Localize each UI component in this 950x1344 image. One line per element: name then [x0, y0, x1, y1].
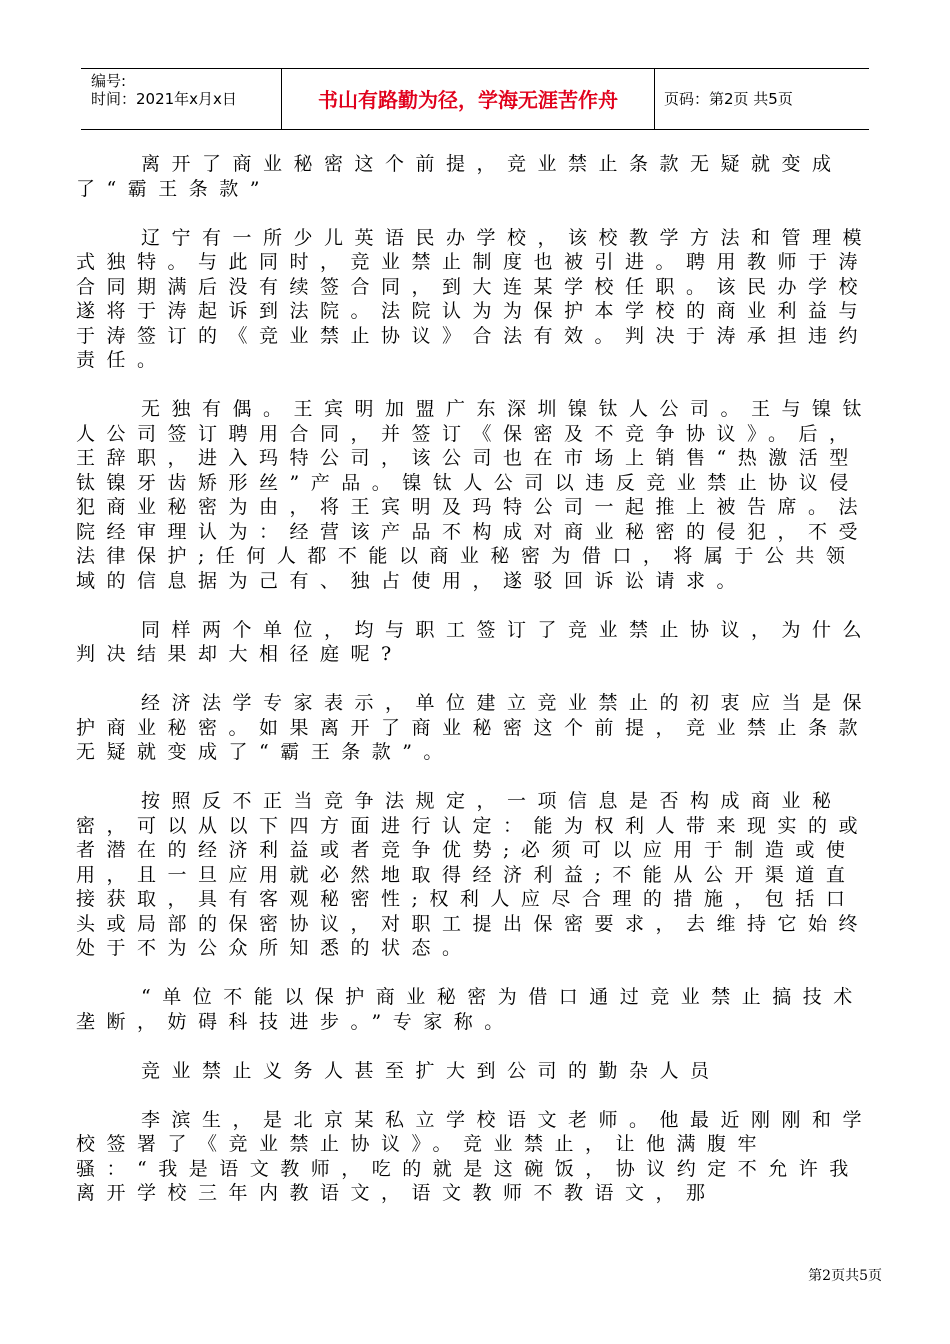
page-header: [81, 68, 869, 130]
header-motto-cell: [281, 69, 655, 129]
header-meta-cell: [81, 69, 281, 129]
paragraph-5: 经济法学专家表示，单位建立竞业禁止的初衷应当是保护商业秘密。如果离开了商业秘密这个前提，竞业禁止条款无疑就变成了“霸王条款”。: [76, 692, 874, 763]
paragraph-1: 离开了商业秘密这个前提，竞业禁止条款无疑就变成了“霸王条款”: [76, 153, 843, 200]
page-footer-number: 第2页共5页: [808, 1268, 882, 1284]
paragraph-6: 按照反不正当竞争法规定，一项信息是否构成商业秘密，可以从以下四方面进行认定：能为权利人带来现实的或者潜在的经济利益或者竞争优势;必须可以应用于制造或使用，且一旦应用就必然地取得经济利益;不能从公开渠道直接获取，具有客观秘密性;权利人应尽合理的措施，包括口头或局部的保密协议，对职工提出保密要求，去维持它始终处于不为公众所知悉的状态。: [76, 790, 870, 959]
paragraph-4: 同样两个单位，均与职工签订了竞业禁止协议，为什么判决结果却大相径庭呢?: [76, 618, 874, 665]
document-body: [76, 152, 876, 1206]
header-motto: 书山有路勤为径，学海无涯苦作舟: [318, 88, 618, 112]
paragraph-2: 辽宁有一所少儿英语民办学校，该校教学方法和管理模式独特。与此同时，竞业禁止制度也被引进。聘用教师于涛合同期满后没有续签合同，到大连某学校任职。该民办学校遂将于涛起诉到法院。法院认为为保护本学校的商业利益与于涛签订的《竞业禁止协议》合法有效。判决于涛承担违约责任。: [76, 226, 874, 371]
paragraph-8: 李滨生，是北京某私立学校语文老师。他最近刚刚和学校签署了《竞业禁止协议》。竞业禁止，让他满腹牢骚：“我是语文教师，吃的就是这碗饭，协议约定不允许我离开学校三年内教语文，语文教师不教语文，那: [76, 1108, 874, 1204]
document-number-label: 编号:: [91, 72, 127, 90]
header-page-cell: [654, 69, 869, 129]
paragraph-3: 无独有偶。王宾明加盟广东深圳镍钛人公司。王与镍钛人公司签订聘用合同，并签订《保密及不竞争协议》。后，王辞职，进入玛特公司，该公司也在市场上销售“热激活型钛镍牙齿矫形丝”产品。镍钛人公司以违反竞业禁止协议侵犯商业秘密为由，将王宾明及玛特公司一起推上被告席。法院经审理认为：经营该产品不构成对商业秘密的侵犯，不受法律保护;任何人都不能以商业秘密为借口，将属于公共领域的信息据为己有、独占使用，遂驳回诉讼请求。: [76, 398, 874, 592]
document-time-label: 时间：2021年x月x日: [91, 90, 237, 108]
paragraph-7: “单位不能以保护商业秘密为借口通过竞业禁止搞技术垄断，妨碍科技进步。”专家称。: [76, 986, 864, 1033]
header-page-number: 页码：第2页 共5页: [664, 90, 793, 108]
section-heading: 竞业禁止义务人甚至扩大到公司的勤杂人员: [141, 1059, 721, 1082]
